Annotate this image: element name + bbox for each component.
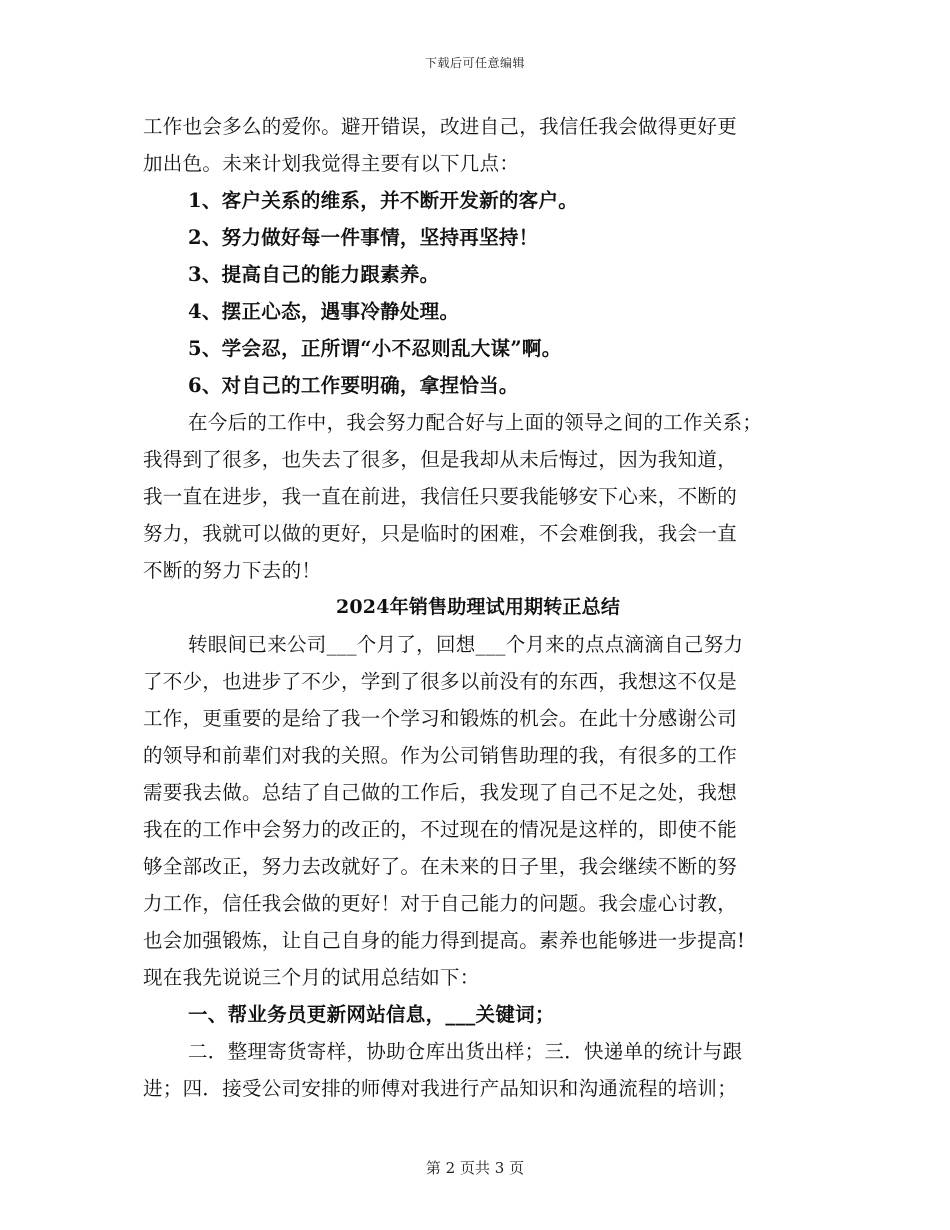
paragraph-line: 了不少，也进步了不少，学到了很多以前没有的东西，我想这不仅是 [143,670,738,693]
paragraph-line: 够全部改正，努力去改就好了。在未来的日子里，我会继续不断的努 [143,855,738,878]
paragraph-line: 不断的努力下去的！ [143,559,322,582]
summary-item: 一、帮业务员更新网站信息，___关键词； [188,1003,555,1026]
paragraph-line: 努力，我就可以做的更好，只是临时的困难，不会难倒我，我会一直 [143,522,738,545]
plan-item: 3、提高自己的能力跟素养。 [188,263,440,286]
paragraph-line: 二．整理寄货寄样，协助仓库出货出样；三．快递单的统计与跟 [188,1040,743,1063]
paragraph-line: 转眼间已来公司___个月了，回想___个月来的点点滴滴自己努力 [188,633,744,656]
page-number: 第 2 页共 3 页 [425,1159,525,1177]
plan-item: 2、努力做好每一件事情，坚持再坚持！ [188,226,539,249]
paragraph-line: 现在我先说说三个月的试用总结如下： [143,966,480,989]
paragraph-line: 需要我去做。总结了自己做的工作后，我发现了自己不足之处，我想 [143,781,738,804]
paragraph-line: 加出色。未来计划我觉得主要有以下几点： [143,152,520,175]
paragraph-line: 我得到了很多，也失去了很多，但是我却从未后悔过，因为我知道， [143,448,738,471]
paragraph-line: 工作，更重要的是给了我一个学习和锻炼的机会。在此十分感谢公司 [143,707,738,730]
plan-item: 1、客户关系的维系，并不断开发新的客户。 [188,189,579,212]
plan-item: 5、学会忍，正所谓“小不忍则乱大谋”啊。 [188,337,562,360]
page-header: 下载后可任意编辑 [424,56,525,70]
paragraph-line: 工作也会多么的爱你。避开错误，改进自己，我信任我会做得更好更 [143,115,738,138]
paragraph-line: 在今后的工作中，我会努力配合好与上面的领导之间的工作关系； [188,411,763,434]
plan-item: 6、对自己的工作要明确，拿捏恰当。 [188,374,519,397]
paragraph-line: 我在的工作中会努力的改正的，不过现在的情况是这样的，即使不能 [143,818,738,841]
section-title: 2024年销售助理试用期转正总结 [335,596,621,618]
paragraph-line: 的领导和前辈们对我的关照。作为公司销售助理的我，有很多的工作 [143,744,738,767]
document-body [143,108,813,1107]
paragraph-line: 力工作，信任我会做的更好！对于自己能力的问题。我会虚心讨教， [143,892,738,915]
paragraph-line: 进；四．接受公司安排的师傅对我进行产品知识和沟通流程的培训； [143,1077,738,1100]
plan-item: 4、摆正心态，遇事冷静处理。 [188,300,460,323]
paragraph-line: 我一直在进步，我一直在前进，我信任只要我能够安下心来，不断的 [143,485,738,508]
paragraph-line: 也会加强锻炼，让自己自身的能力得到提高。素养也能够进一步提高! [143,929,746,952]
